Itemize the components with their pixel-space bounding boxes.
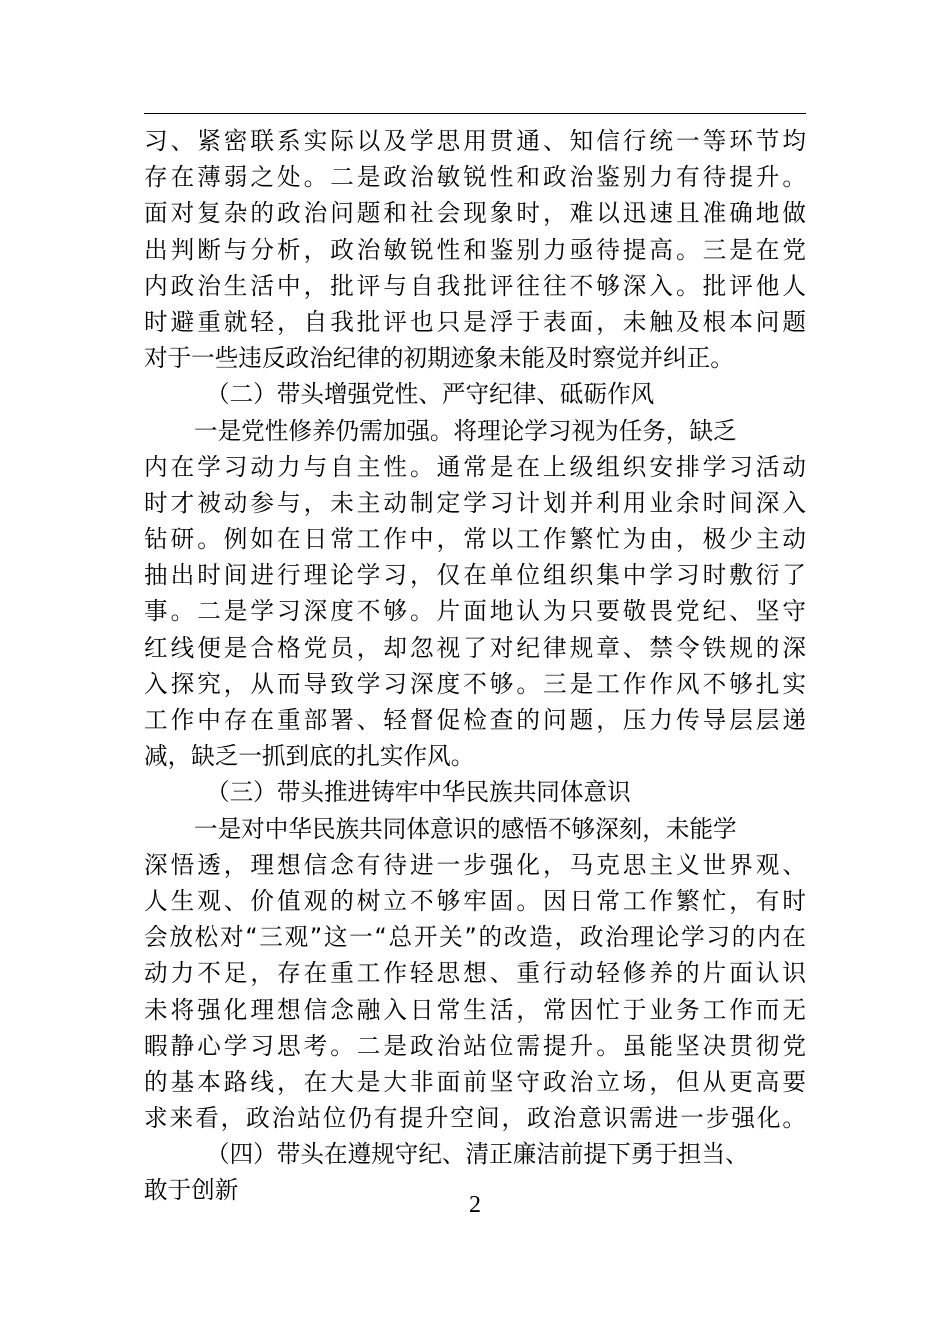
text-line: 减，缺乏一抓到底的扎实作风。 xyxy=(144,742,475,771)
text-line: 出判断与分析，政治敏锐性和鉴别力亟待提高。三是在党 xyxy=(144,235,806,264)
text-line: 入探究，从而导致学习深度不够。三是工作作风不够扎实 xyxy=(144,669,806,698)
text-line: 人生观、价值观的树立不够牢固。因日常工作繁忙，有时 xyxy=(144,886,806,915)
text-line: 工作中存在重部署、轻督促检查的问题，压力传导层层递 xyxy=(144,706,806,734)
text-line: 未将强化理想信念融入日常生活，常因忙于业务工作而无 xyxy=(144,995,806,1024)
page-number: 2 xyxy=(469,1192,481,1218)
text-line: 面对复杂的政治问题和社会现象时，难以迅速且准确地做 xyxy=(144,199,806,228)
text-line: 一是党性修养仍需加强。将理论学习视为任务，缺乏 xyxy=(194,416,737,445)
text-line: 抽出时间进行理论学习，仅在单位组织集中学习时敷衍了 xyxy=(144,561,806,590)
text-line: 钻研。例如在日常工作中，常以工作繁忙为由，极少主动 xyxy=(144,525,806,554)
text-line: 时避重就轻，自我批评也只是浮于表面，未触及根本问题 xyxy=(144,307,806,336)
section-heading: （四）带头在遵规守纪、清正廉洁前提下勇于担当、 xyxy=(206,1140,749,1169)
text-line: 红线便是合格党员，却忽视了对纪律规章、禁令铁规的深 xyxy=(144,633,806,662)
text-line: 存在薄弱之处。二是政治敏锐性和政治鉴别力有待提升。 xyxy=(144,163,806,192)
text-line: 习、紧密联系实际以及学思用贯通、知信行统一等环节均 xyxy=(144,127,806,155)
text-line: 对于一些违反政治纪律的初期迹象未能及时察觉并纠正。 xyxy=(144,344,734,373)
text-line: 事。二是学习深度不够。片面地认为只要敬畏党纪、坚守 xyxy=(144,597,806,626)
text-line: 内政治生活中，批评与自我批评往往不够深入。批评他人 xyxy=(144,271,806,300)
text-line: 会放松对“三观”这一“总开关”的改造，政治理论学习的内在 xyxy=(144,923,806,952)
text-line: 暇静心学习思考。二是政治站位需提升。虽能坚决贯彻党 xyxy=(144,1031,806,1060)
text-line: 一是对中华民族共同体意识的感悟不够深刻，未能学 xyxy=(194,814,737,843)
text-line: 求来看，政治站位仍有提升空间，政治意识需进一步强化。 xyxy=(144,1104,806,1133)
section-heading: （三）带头推进铸牢中华民族共同体意识 xyxy=(206,778,631,807)
section-heading: （二）带头增强党性、严守纪律、砥砺作风 xyxy=(206,380,655,409)
text-line: 深悟透，理想信念有待进一步强化，马克思主义世界观、 xyxy=(144,850,806,879)
text-line: 敢于创新 xyxy=(144,1176,239,1205)
body-text xyxy=(144,123,806,1209)
text-line: 的基本路线，在大是大非面前坚守政治立场，但从更高要 xyxy=(144,1067,806,1096)
text-line: 动力不足，存在重工作轻思想、重行动轻修养的片面认识 xyxy=(144,959,806,988)
header-rule xyxy=(144,113,806,114)
text-line: 时才被动参与，未主动制定学习计划并利用业余时间深入 xyxy=(144,488,806,517)
text-line: 内在学习动力与自主性。通常是在上级组织安排学习活动 xyxy=(144,452,806,481)
